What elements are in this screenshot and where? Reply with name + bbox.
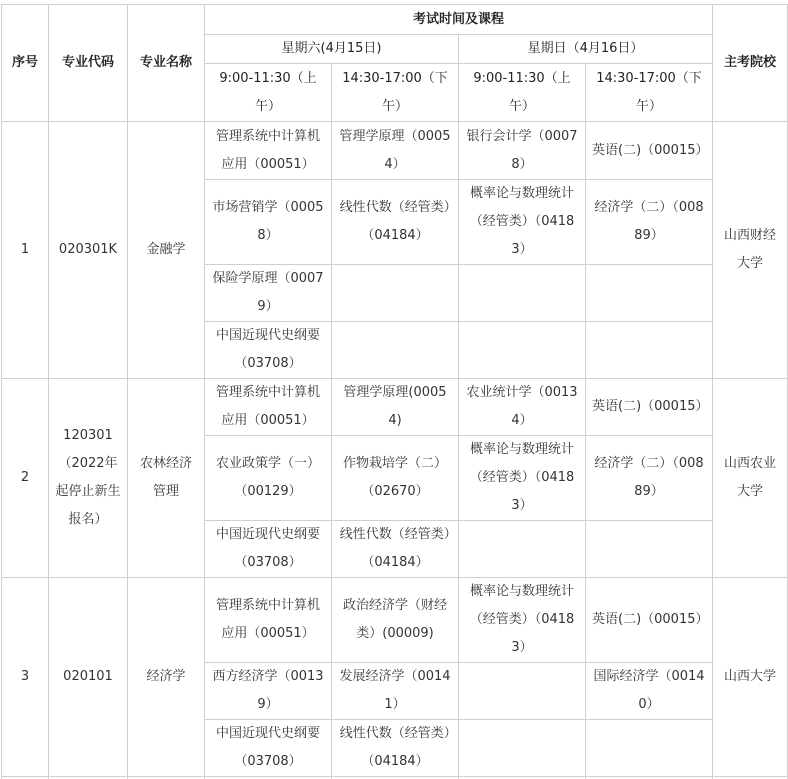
course-cell (586, 265, 713, 322)
course-cell: 英语(二)（00015） (586, 578, 713, 663)
row-exam-school: 山西农业大学 (713, 379, 788, 578)
course-cell: 概率论与数理统计（经管类）（04183） (459, 578, 586, 663)
course-cell (586, 521, 713, 578)
row-exam-school: 山西大学 (713, 578, 788, 777)
row-major-name: 农林经济管理 (128, 379, 205, 578)
course-cell (586, 322, 713, 379)
course-cell (459, 521, 586, 578)
row-major-code: 020301K (49, 122, 128, 379)
header-exam-school: 主考院校 (713, 5, 788, 122)
course-cell: 银行会计学（00078） (459, 122, 586, 180)
course-cell: 线性代数（经管类）（04184） (332, 180, 459, 265)
row-major-name: 经济学 (128, 578, 205, 777)
course-cell: 政治经济学（财经类）(00009) (332, 578, 459, 663)
header-row-1 (2, 5, 788, 35)
row-seq: 1 (2, 122, 49, 379)
header-exam-time-courses: 考试时间及课程 (205, 5, 713, 35)
course-cell (332, 322, 459, 379)
header-seq: 序号 (2, 5, 49, 122)
header-saturday-afternoon: 14:30-17:00（下午） (332, 64, 459, 122)
course-cell (586, 720, 713, 777)
course-cell: 管理学原理（00054） (332, 122, 459, 180)
course-cell: 经济学（二）（00889） (586, 180, 713, 265)
course-cell: 农业政策学（一）（00129） (205, 436, 332, 521)
course-cell (459, 663, 586, 720)
course-cell: 发展经济学（00141） (332, 663, 459, 720)
course-cell: 线性代数（经管类）（04184） (332, 720, 459, 777)
exam-schedule-table (1, 4, 788, 779)
row-major-name: 金融学 (128, 122, 205, 379)
row-seq: 2 (2, 379, 49, 578)
course-cell: 作物栽培学（二）（02670） (332, 436, 459, 521)
course-cell: 管理系统中计算机应用（00051） (205, 578, 332, 663)
course-cell: 线性代数（经管类）（04184） (332, 521, 459, 578)
table-row (2, 578, 788, 663)
header-saturday: 星期六(4月15日) (205, 35, 459, 64)
course-cell: 概率论与数理统计（经管类）（04183） (459, 436, 586, 521)
header-major-name: 专业名称 (128, 5, 205, 122)
row-seq: 3 (2, 578, 49, 777)
table-row (2, 379, 788, 436)
table-row (2, 122, 788, 180)
course-cell: 管理系统中计算机应用（00051） (205, 379, 332, 436)
row-exam-school: 山西财经大学 (713, 122, 788, 379)
course-cell: 中国近现代史纲要（03708） (205, 521, 332, 578)
row-major-code: 120301（2022年起停止新生报名） (49, 379, 128, 578)
course-cell: 中国近现代史纲要（03708） (205, 720, 332, 777)
course-cell (459, 322, 586, 379)
course-cell: 概率论与数理统计（经管类）（04183） (459, 180, 586, 265)
header-sunday-afternoon: 14:30-17:00（下午） (586, 64, 713, 122)
course-cell: 经济学（二）（00889） (586, 436, 713, 521)
course-cell: 农业统计学（00134） (459, 379, 586, 436)
course-cell (332, 265, 459, 322)
course-cell: 保险学原理（00079） (205, 265, 332, 322)
course-cell: 英语(二)（00015） (586, 379, 713, 436)
row-major-code: 020101 (49, 578, 128, 777)
course-cell: 管理学原理(00054) (332, 379, 459, 436)
course-cell: 中国近现代史纲要（03708） (205, 322, 332, 379)
header-saturday-morning: 9:00-11:30（上午） (205, 64, 332, 122)
header-sunday-morning: 9:00-11:30（上午） (459, 64, 586, 122)
course-cell (459, 265, 586, 322)
course-cell: 管理系统中计算机应用（00051） (205, 122, 332, 180)
course-cell: 西方经济学（00139） (205, 663, 332, 720)
header-major-code: 专业代码 (49, 5, 128, 122)
course-cell: 英语(二)（00015） (586, 122, 713, 180)
header-sunday: 星期日（4月16日） (459, 35, 713, 64)
course-cell: 国际经济学（00140） (586, 663, 713, 720)
course-cell: 市场营销学（00058） (205, 180, 332, 265)
course-cell (459, 720, 586, 777)
